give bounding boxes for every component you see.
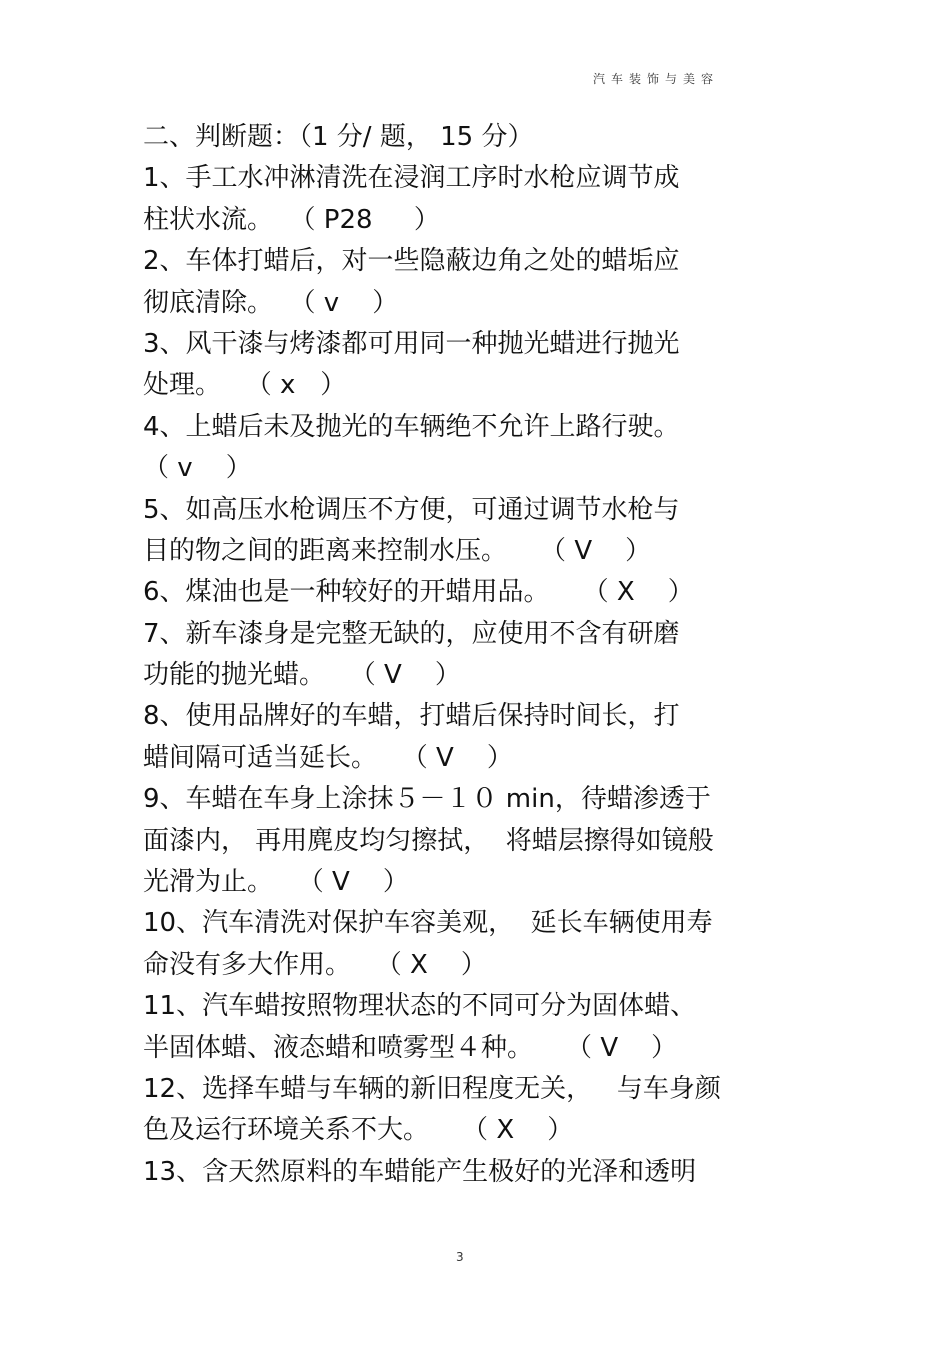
question-line: 6、煤油也是一种较好的开蜡用品。 （ X ）: [143, 577, 694, 608]
question-line: 半固体蜡、液态蜡和喷雾型４种。 （ V ）: [143, 1032, 678, 1063]
question-line: 柱状水流。 （ P28 ）: [143, 204, 440, 235]
question-line: 12、选择车蜡与车辆的新旧程度无关， 与车身颜: [143, 1073, 721, 1104]
question-line: 色及运行环境关系不大。 （ X ）: [143, 1115, 574, 1146]
question-line: 蜡间隔可适当延长。 （ V ）: [143, 742, 513, 773]
question-line: 7、新车漆身是完整无缺的，应使用不含有研磨: [143, 618, 680, 649]
question-line: 11、汽车蜡按照物理状态的不同可分为固体蜡、: [143, 991, 697, 1022]
question-line: 功能的抛光蜡。 （ V ）: [143, 660, 461, 691]
question-line: 9、车蜡在车身上涂抹５－１０ min，待蜡渗透于: [143, 784, 711, 815]
question-line: 面漆内， 再用麂皮均匀擦拭， 将蜡层擦得如镜般: [143, 825, 714, 856]
question-line: 2、车体打蜡后，对一些隐蔽边角之处的蜡垢应: [143, 246, 680, 277]
question-line: 彻底清除。 （ v ）: [143, 287, 399, 318]
question-line: 10、汽车清洗对保护车容美观， 延长车辆使用寿: [143, 908, 713, 939]
question-line: 4、上蜡后未及抛光的车辆绝不允许上路行驶。: [143, 411, 680, 442]
question-line: 13、含天然原料的车蜡能产生极好的光泽和透明: [143, 1156, 697, 1187]
question-line: 处理。 （ x ）: [143, 370, 347, 401]
question-line: 命没有多大作用。 （ X ）: [143, 949, 487, 980]
question-line: 8、使用品牌好的车蜡，打蜡后保持时间长，打: [143, 701, 680, 732]
question-line: 1、手工水冲淋清洗在浸润工序时水枪应调节成: [143, 163, 680, 194]
question-line: （ v ）: [143, 453, 252, 484]
question-line: 3、风干漆与烤漆都可用同一种抛光蜡进行抛光: [143, 328, 680, 359]
question-line: 目的物之间的距离来控制水压。 （ V ）: [143, 535, 652, 566]
question-line: 5、如高压水枪调压不方便，可通过调节水枪与: [143, 494, 680, 525]
page-number: 3: [456, 1250, 464, 1264]
page-header-title: 汽车装饰与美容: [593, 72, 720, 86]
section-heading: 二、判断题：（1 分/ 题， 15 分）: [143, 122, 534, 152]
question-line: 光滑为止。 （ V ）: [143, 867, 409, 898]
question-section: [143, 117, 943, 1193]
